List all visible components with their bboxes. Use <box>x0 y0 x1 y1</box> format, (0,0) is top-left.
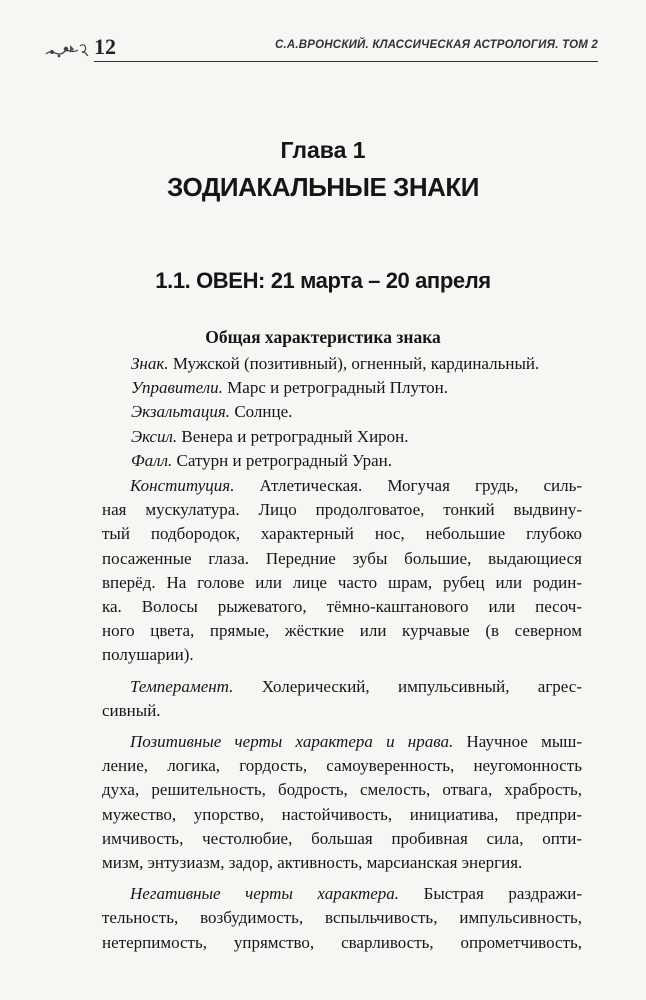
page-number: 12 <box>94 34 116 59</box>
property-fall: Фалл. Сатурн и ретроградный Уран. <box>131 450 392 470</box>
section-title: 1.1. ОВЕН: 21 марта – 20 апреля <box>155 268 491 293</box>
property-exaltation: Экзальтация. Солнце. <box>131 402 293 422</box>
chapter-label: Глава 1 <box>280 137 366 163</box>
subsection-title: Общая характеристика знака <box>205 327 441 347</box>
property-exile: Эксил. Венера и ретроградный Хирон. <box>131 426 409 446</box>
paragraph-negative-traits: Негативные черты характера. Быстрая раздражи- тельность, возбудимость, вспыльчивость, импульсивность, нетерпимость, упрямство, сварливость, опрометчивость, <box>102 884 582 952</box>
paragraph-temperament: Темперамент. Холерический, импульсивный, агрес- сивный. <box>102 676 582 720</box>
body-text <box>102 474 582 962</box>
property-sign: Знак. Мужской (позитивный), огненный, кардинальный. <box>131 354 540 373</box>
property-rulers: Управители. Марс и ретроградный Плутон. <box>131 378 448 398</box>
page-header <box>44 34 598 64</box>
running-title: С.А.ВРОНСКИЙ. КЛАССИЧЕСКАЯ АСТРОЛОГИЯ. ТОМ 2 <box>274 39 598 51</box>
sign-properties-list <box>131 352 611 473</box>
floral-ornament-icon <box>44 40 92 60</box>
chapter-title: ЗОДИАКАЛЬНЫЕ ЗНАКИ <box>167 172 479 202</box>
paragraph-constitution: Конституция. Атлетическая. Могучая грудь, силь- ная мускулатура. Лицо продолговатое, тонкий выдвину- тый подбородок, характерный нос, небольшие глубоко посаженные глаза. Передние зубы большие, выдающиеся вперёд. На голове или лице часто шрам, рубец или родин- ка. Волосы рыжеватого, тёмно-каштанового или песоч- ного цвета, прямые, жёсткие или курчавые (в северном полушарии). <box>102 476 582 665</box>
paragraph-positive-traits: Позитивные черты характера и нрава. Научное мыш- ление, логика, гордость, самоуверенность, неугомонность духа, решительность, бодрость, смелость, отвага, храбрость, мужество, упорство, настойчивость, инициатива, предпри- имчивость, честолюбие, большая пробивная сила, опти- мизм, энтузиазм, задор, активность, марсианская энергия. <box>102 732 582 873</box>
header-rule <box>94 61 598 62</box>
